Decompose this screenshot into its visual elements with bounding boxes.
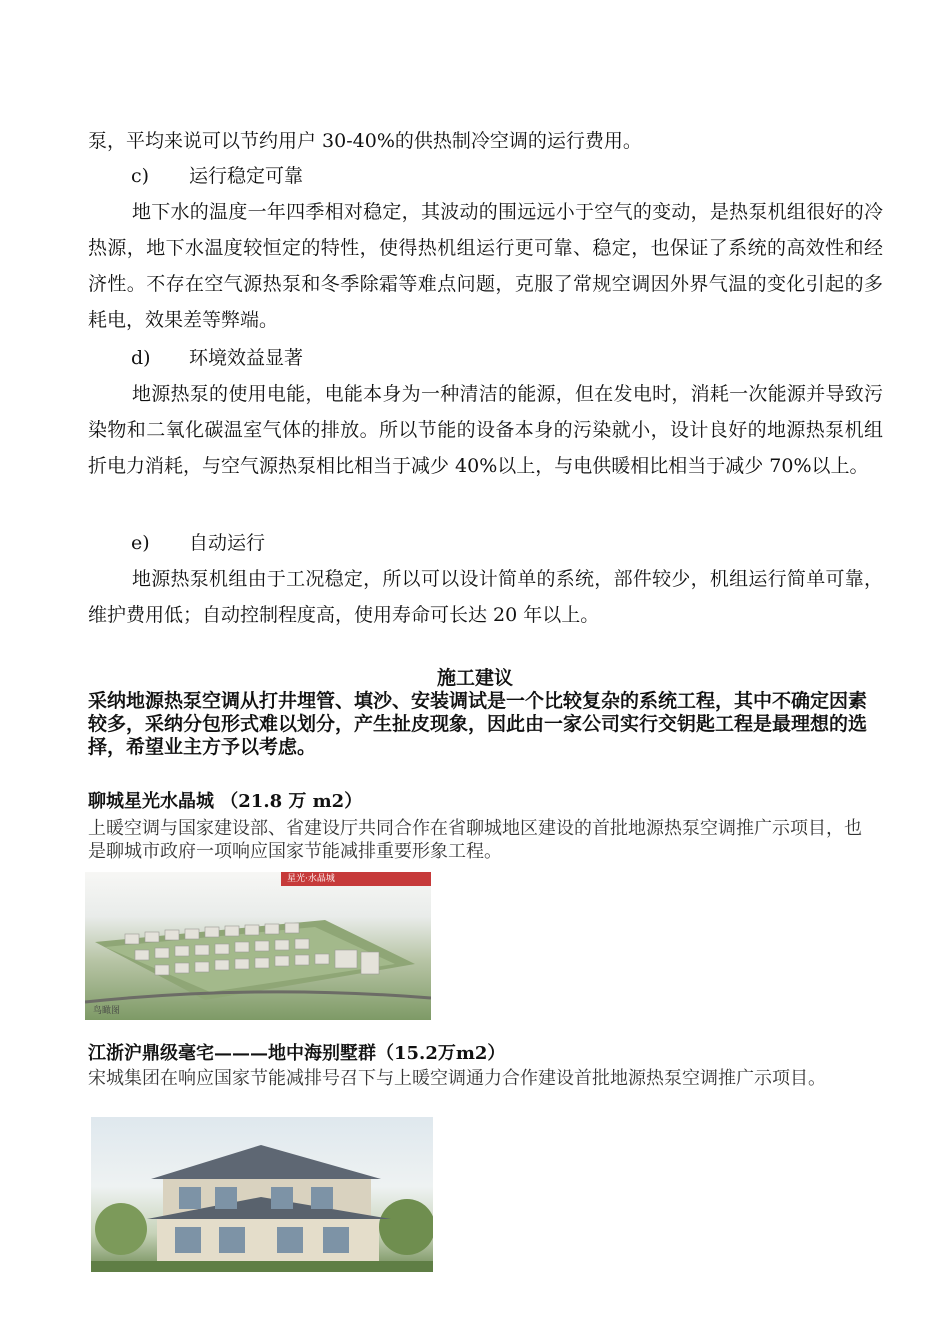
paragraph-environment: 地源热泵的使用电能，电能本身为一种清洁的能源，但在发电时，消耗一次能源并导致污染物和二氧化碳温室气体的排放。所以节能的设备本身的污染就小，设计良好的地源热泵机组折电力消耗，与空气源热泵相比相当于减少 40%以上，与电供暖相比相当于减少 70%以上。 [88,383,883,477]
list-marker: e) [131,532,150,554]
project-image-villa [91,1117,433,1272]
project-description: 宋城集团在响应国家节能减排号召下与上暖空调通力合作建设首批地源热泵空调推广示项目。 [88,1068,826,1089]
paragraph-stability: 地下水的温度一年四季相对稳定，其波动的围远远小于空气的变动，是热泵机组很好的冷热源，地下水温度较恒定的特性，使得热机组运行更可靠、稳定，也保证了系统的高效性和经济性。不存在空气源热泵和冬季除霜等难点问题，克服了常规空调因外界气温的变化引起的多耗电，效果差等弊端。 [88,201,883,331]
list-item-d [131,340,303,376]
project-image-aerial [85,872,431,1020]
image-banner: 星光·水晶城 [281,872,431,886]
list-item-e [131,525,265,561]
list-marker: d) [131,347,151,369]
list-item-c [131,158,303,194]
list-marker: c) [131,165,150,187]
section-heading: 施工建议 [436,667,513,689]
aerial-rendering-illustration [85,872,431,1020]
section-paragraph: 采纳地源热泵空调从打井埋管、填沙、安装调试是一个比较复杂的系统工程，其中不确定因素较多，采纳分包形式难以划分，产生扯皮现象，因此由一家公司实行交钥匙工程是最理想的选择，希望业主方予以考虑。 [88,690,868,758]
paragraph-automation: 地源热泵机组由于工况稳定，所以可以设计简单的系统，部件较少，机组运行简单可靠，维护费用低；自动控制程度高，使用寿命可长达 20 年以上。 [88,568,883,626]
image-caption: 鸟瞰图 [93,1006,121,1016]
paragraph-line: 泵，平均来说可以节约用户 30-40%的供热制冷空调的运行费用。 [88,130,642,152]
project-description: 上暖空调与国家建设部、省建设厅共同合作在省聊城地区建设的首批地源热泵空调推广示项目，也是聊城市政府一项响应国家节能减排重要形象工程。 [88,818,862,862]
project-title: 江浙沪鼎级毫宅———地中海别墅群（15.2万m2） [88,1043,506,1064]
list-item-label: 运行稳定可靠 [189,165,304,187]
list-item-label: 自动运行 [189,532,266,554]
villa-rendering-illustration [91,1117,433,1272]
project-title: 聊城星光水晶城 （21.8 万 m2） [88,791,363,812]
list-item-label: 环境效益显著 [189,347,304,369]
